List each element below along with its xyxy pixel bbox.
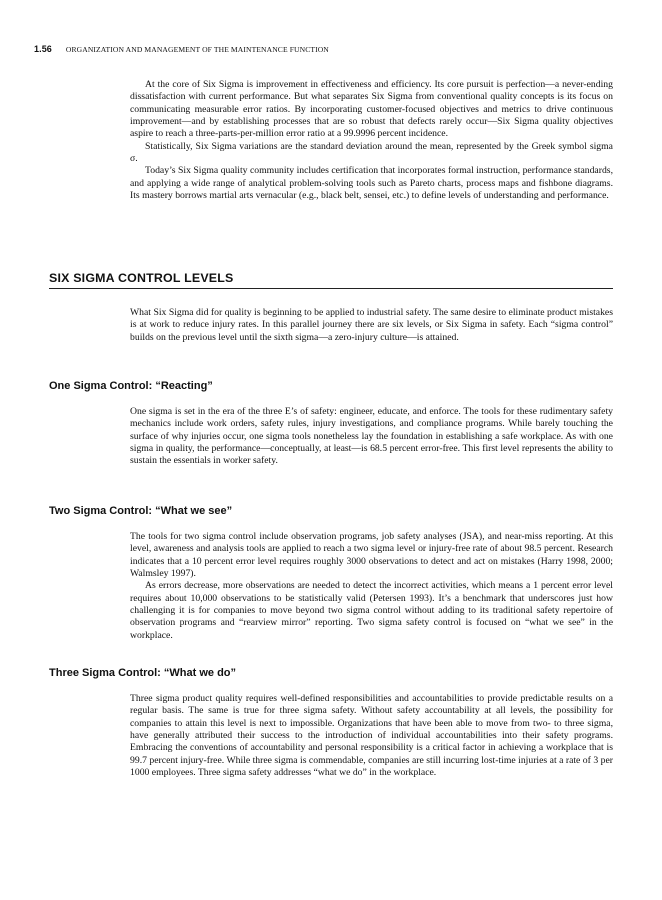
paragraph: Three sigma product quality requires well-defined responsibilities and accountabilities to provide predictable results on a regular basis. The same is true for three sigma safety. Without safety accountability at all levels, the possibility for companies to attain this level is next to impossible. Organizations that have been able to move from two- to three sigma, have generally attributed their success to the introduction of individual accountabilities into their safety programs. Embracing the conventions of accountability and personal responsibility is a critical factor in achieving a workplace that is 99.7 percent injury-free. While three sigma is commendable, companies are still incurring lost-time injuries at a rate of 3 per 1000 employees. Three sigma safety addresses “what we do” in the workplace. <box>130 693 613 779</box>
paragraph: Today’s Six Sigma quality community includes certification that incorporates formal instruction, performance standards, and applying a wide range of analytical problem-solving tools such as Pareto charts, process maps and fishbone diagrams. Its mastery borrows martial arts vernacular (e.g., black belt, sensei, etc.) to define levels of understanding and performance. <box>130 165 613 202</box>
paragraph: At the core of Six Sigma is improvement in effectiveness and efficiency. Its core pursuit is perfection—a never-ending dissatisfaction with current performance. But what separates Six Sigma from conventional quality concepts is its focus on communicating measurable error ratios. By incorporating customer-focused objectives and metrics to drive continuous improvement—and by establishing processes that are so robust that defects rarely occur—Six Sigma quality objectives aspire to reach a three-parts-per-million error ratio at a 99.9996 percent incidence. <box>130 79 613 140</box>
running-title: ORGANIZATION AND MANAGEMENT OF THE MAINTENANCE FUNCTION <box>65 45 329 54</box>
three-sigma-text <box>130 693 613 779</box>
running-header <box>34 44 634 54</box>
subsection-heading-one-sigma: One Sigma Control: “Reacting” <box>49 380 213 392</box>
paragraph: What Six Sigma did for quality is beginning to be applied to industrial safety. The same desire to eliminate product mistakes is at work to reduce injury rates. In this parallel journey there are six levels, or Six Sigma in safety. Each “sigma control” builds on the previous level until the sixth sigma—a zero-injury culture—is attained. <box>130 307 613 343</box>
section-heading: SIX SIGMA CONTROL LEVELS <box>49 271 613 289</box>
paragraph: Statistically, Six Sigma variations are the standard deviation around the mean, represented by the Greek symbol sigma σ. <box>130 140 613 165</box>
paragraph: As errors decrease, more observations are needed to detect the incorrect activities, which means a 1 percent error level requires about 10,000 observations to be statistically valid (Petersen 1993). It’s a benchmark that underscores just how challenging it is for companies to move beyond two sigma control without adding to its traditional safety repertoire of observation programs and “rearview mirror” reporting. Two sigma safety control is focused on “what we see” in the workplace. <box>130 580 613 641</box>
paragraph: One sigma is set in the era of the three E’s of safety: engineer, educate, and enforce. The tools for these rudimentary safety mechanics include work orders, safety rules, injury investigations, and compliance programs. While barely touching the surface of why injuries occur, one sigma tools nonetheless lay the foundation in establishing a safe workplace. As with one sigma in quality, the performance—conceptually, at least—is 68.5 percent error-free. This first level represents the ability to sustain the essentials in worker safety. <box>130 406 613 467</box>
paragraph: The tools for two sigma control include observation programs, job safety analyses (JSA), and near-miss reporting. At this level, awareness and analysis tools are applied to reach a two sigma level or injury-free rate of about 98.5 percent. Research indicates that a 10 percent error level requires roughly 3000 observations to detect and act on mistakes (Harry 1998, 2000; Walmsley 1997). <box>130 531 613 580</box>
two-sigma-text <box>130 531 613 642</box>
section-intro-text <box>130 307 613 344</box>
page-number: 1.56 <box>34 44 52 54</box>
intro-text <box>130 79 613 202</box>
subsection-heading-three-sigma: Three Sigma Control: “What we do” <box>49 667 237 679</box>
one-sigma-text <box>130 406 613 468</box>
subsection-heading-two-sigma: Two Sigma Control: “What we see” <box>49 505 233 517</box>
